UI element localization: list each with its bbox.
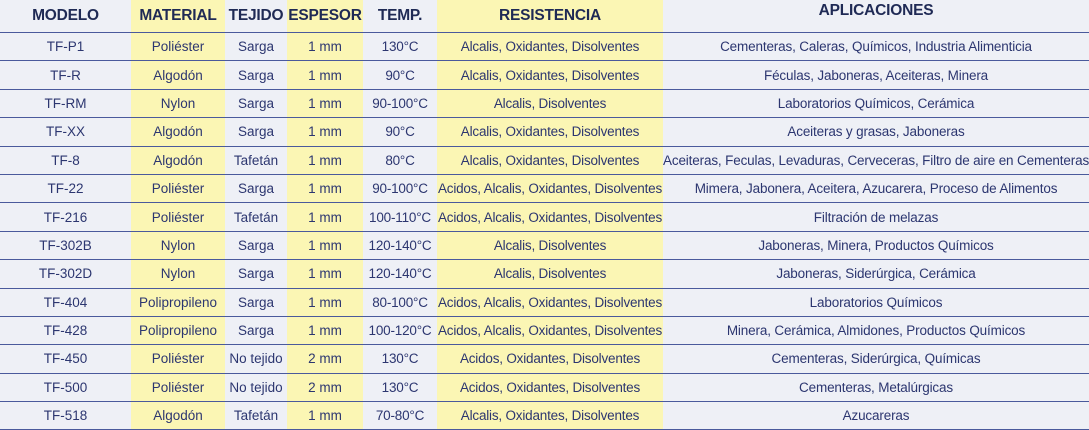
header-row [0, 0, 1089, 33]
cell-resistencia: Acidos, Alcalis, Oxidantes, Disolventes [437, 203, 663, 231]
cell-temp: 90-100°C [363, 174, 437, 202]
cell-modelo: TF-216 [0, 203, 131, 231]
cell-temp: 80°C [363, 146, 437, 174]
cell-tejido: No tejido [225, 373, 287, 401]
cell-material: Algodón [131, 402, 225, 430]
header-aplicaciones: APLICACIONES [663, 0, 1089, 33]
cell-temp: 130°C [363, 373, 437, 401]
header-material: MATERIAL [131, 0, 225, 33]
cell-modelo: TF-RM [0, 89, 131, 117]
cell-aplicaciones: Laboratorios Químicos [663, 288, 1089, 316]
cell-tejido: Tafetán [225, 203, 287, 231]
cell-tejido: Sarga [225, 33, 287, 61]
cell-aplicaciones: Féculas, Jaboneras, Aceiteras, Minera [663, 61, 1089, 89]
cell-espesor: 1 mm [287, 402, 363, 430]
cell-aplicaciones: Cementeras, Caleras, Químicos, Industria Alimenticia [663, 33, 1089, 61]
table-body [0, 33, 1089, 430]
cell-tejido: Sarga [225, 174, 287, 202]
cell-espesor: 2 mm [287, 345, 363, 373]
table-row [0, 316, 1089, 344]
table-row [0, 203, 1089, 231]
cell-espesor: 1 mm [287, 61, 363, 89]
cell-resistencia: Alcalis, Oxidantes, Disolventes [437, 402, 663, 430]
cell-material: Polipropileno [131, 316, 225, 344]
cell-modelo: TF-500 [0, 373, 131, 401]
cell-material: Algodón [131, 118, 225, 146]
cell-resistencia: Alcalis, Disolventes [437, 231, 663, 259]
cell-aplicaciones: Jaboneras, Siderúrgica, Cerámica [663, 260, 1089, 288]
cell-aplicaciones: Mimera, Jabonera, Aceitera, Azucarera, Proceso de Alimentos [663, 174, 1089, 202]
cell-material: Nylon [131, 89, 225, 117]
table-row [0, 118, 1089, 146]
cell-temp: 100-120°C [363, 316, 437, 344]
cell-resistencia: Alcalis, Disolventes [437, 260, 663, 288]
cell-material: Nylon [131, 231, 225, 259]
cell-resistencia: Acidos, Alcalis, Oxidantes, Disolventes [437, 316, 663, 344]
cell-resistencia: Acidos, Oxidantes, Disolventes [437, 373, 663, 401]
cell-temp: 90°C [363, 61, 437, 89]
cell-modelo: TF-404 [0, 288, 131, 316]
table-row [0, 345, 1089, 373]
cell-resistencia: Alcalis, Oxidantes, Disolventes [437, 118, 663, 146]
cell-temp: 90°C [363, 118, 437, 146]
cell-resistencia: Alcalis, Oxidantes, Disolventes [437, 146, 663, 174]
cell-resistencia: Acidos, Alcalis, Oxidantes, Disolventes [437, 174, 663, 202]
cell-modelo: TF-XX [0, 118, 131, 146]
cell-tejido: No tejido [225, 345, 287, 373]
cell-aplicaciones: Aceiteras, Feculas, Levaduras, Cerveceras, Filtro de aire en Cementeras [663, 146, 1089, 174]
cell-material: Algodón [131, 61, 225, 89]
cell-tejido: Sarga [225, 118, 287, 146]
cell-aplicaciones: Cementeras, Siderúrgica, Químicas [663, 345, 1089, 373]
cell-aplicaciones: Aceiteras y grasas, Jaboneras [663, 118, 1089, 146]
cell-aplicaciones: Minera, Cerámica, Almidones, Productos Químicos [663, 316, 1089, 344]
cell-tejido: Sarga [225, 260, 287, 288]
cell-aplicaciones: Filtración de melazas [663, 203, 1089, 231]
cell-aplicaciones: Azucareras [663, 402, 1089, 430]
table-row [0, 373, 1089, 401]
cell-aplicaciones: Jaboneras, Minera, Productos Químicos [663, 231, 1089, 259]
table-row [0, 260, 1089, 288]
cell-material: Poliéster [131, 203, 225, 231]
table-row [0, 402, 1089, 430]
cell-espesor: 2 mm [287, 373, 363, 401]
cell-espesor: 1 mm [287, 316, 363, 344]
table-row [0, 288, 1089, 316]
cell-temp: 90-100°C [363, 89, 437, 117]
cell-material: Poliéster [131, 174, 225, 202]
table-row [0, 231, 1089, 259]
cell-modelo: TF-302D [0, 260, 131, 288]
header-modelo: MODELO [0, 0, 131, 33]
cell-material: Nylon [131, 260, 225, 288]
cell-temp: 70-80°C [363, 402, 437, 430]
table-row [0, 174, 1089, 202]
cell-espesor: 1 mm [287, 203, 363, 231]
cell-modelo: TF-302B [0, 231, 131, 259]
cell-espesor: 1 mm [287, 89, 363, 117]
cell-resistencia: Acidos, Alcalis, Oxidantes, Disolventes [437, 288, 663, 316]
cell-modelo: TF-R [0, 61, 131, 89]
cell-tejido: Sarga [225, 288, 287, 316]
table-header [0, 0, 1089, 33]
cell-espesor: 1 mm [287, 231, 363, 259]
header-resistencia: RESISTENCIA [437, 0, 663, 33]
cell-espesor: 1 mm [287, 174, 363, 202]
cell-espesor: 1 mm [287, 118, 363, 146]
cell-espesor: 1 mm [287, 260, 363, 288]
cell-temp: 100-110°C [363, 203, 437, 231]
cell-tejido: Tafetán [225, 146, 287, 174]
cell-resistencia: Alcalis, Oxidantes, Disolventes [437, 61, 663, 89]
cell-temp: 80-100°C [363, 288, 437, 316]
cell-temp: 130°C [363, 33, 437, 61]
cell-temp: 120-140°C [363, 260, 437, 288]
cell-material: Polipropileno [131, 288, 225, 316]
cell-modelo: TF-8 [0, 146, 131, 174]
table-row [0, 89, 1089, 117]
cell-aplicaciones: Cementeras, Metalúrgicas [663, 373, 1089, 401]
cell-temp: 120-140°C [363, 231, 437, 259]
header-temp: TEMP. [363, 0, 437, 33]
cell-material: Poliéster [131, 345, 225, 373]
cell-espesor: 1 mm [287, 288, 363, 316]
cell-modelo: TF-518 [0, 402, 131, 430]
cell-material: Poliéster [131, 373, 225, 401]
cell-resistencia: Acidos, Oxidantes, Disolventes [437, 345, 663, 373]
cell-temp: 130°C [363, 345, 437, 373]
cell-tejido: Sarga [225, 231, 287, 259]
cell-resistencia: Alcalis, Oxidantes, Disolventes [437, 33, 663, 61]
cell-espesor: 1 mm [287, 146, 363, 174]
cell-modelo: TF-P1 [0, 33, 131, 61]
table-row [0, 33, 1089, 61]
cell-material: Algodón [131, 146, 225, 174]
table-row [0, 146, 1089, 174]
cell-tejido: Sarga [225, 89, 287, 117]
cell-modelo: TF-428 [0, 316, 131, 344]
header-espesor: ESPESOR [287, 0, 363, 33]
header-tejido: TEJIDO [225, 0, 287, 33]
cell-espesor: 1 mm [287, 33, 363, 61]
cell-resistencia: Alcalis, Disolventes [437, 89, 663, 117]
cell-aplicaciones: Laboratorios Químicos, Cerámica [663, 89, 1089, 117]
cell-tejido: Tafetán [225, 402, 287, 430]
table-row [0, 61, 1089, 89]
cell-tejido: Sarga [225, 61, 287, 89]
cell-material: Poliéster [131, 33, 225, 61]
cell-tejido: Sarga [225, 316, 287, 344]
cell-modelo: TF-22 [0, 174, 131, 202]
cell-modelo: TF-450 [0, 345, 131, 373]
